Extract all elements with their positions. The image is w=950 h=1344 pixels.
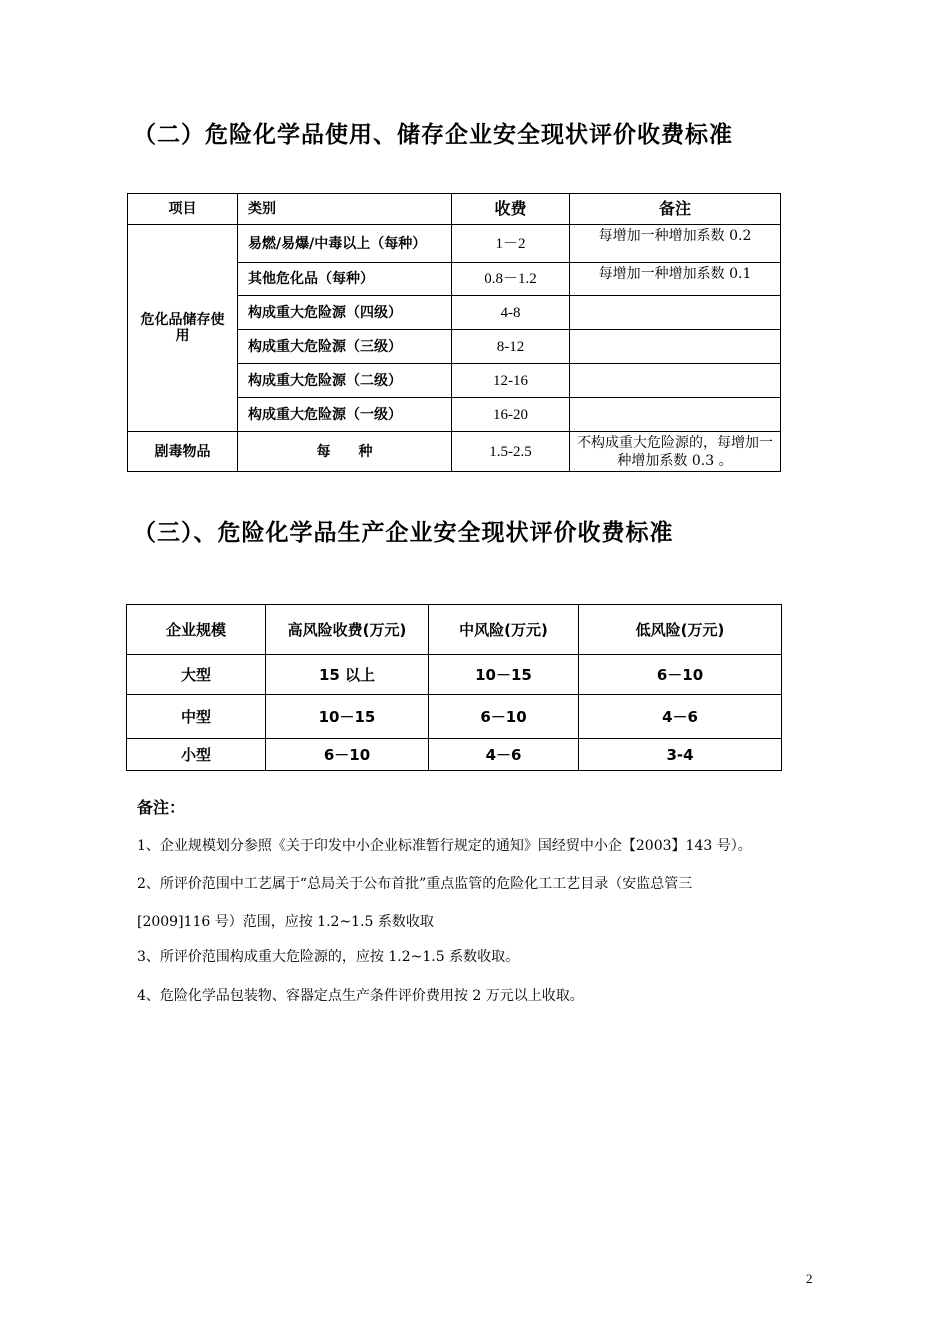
table-row bbox=[128, 432, 781, 472]
low-risk-cell: 3-4 bbox=[579, 739, 782, 771]
header-mid-risk: 中风险(万元) bbox=[429, 605, 579, 655]
category-cell: 构成重大危险源（二级） bbox=[238, 364, 452, 398]
low-risk-cell: 4－6 bbox=[579, 695, 782, 739]
mid-risk-cell: 4－6 bbox=[429, 739, 579, 771]
header-note: 备注 bbox=[570, 194, 781, 225]
toxic-note: 不构成重大危险源的，每增加一种增加系数 0.3 。 bbox=[570, 432, 781, 472]
section3-title: （三）、危险化学品生产企业安全现状评价收费标准 bbox=[133, 520, 674, 546]
table-row bbox=[127, 695, 782, 739]
note-cell bbox=[570, 330, 781, 364]
toxic-item: 剧毒物品 bbox=[128, 432, 238, 472]
header-item: 项目 bbox=[128, 194, 238, 225]
note-2-line-1: 2、所评价范围中工艺属于“总局关于公布首批”重点监管的危险化工工艺目录（安监总管三 bbox=[137, 876, 693, 892]
fee-cell: 8-12 bbox=[452, 330, 570, 364]
fee-cell: 0.8－1.2 bbox=[452, 263, 570, 296]
category-cell: 构成重大危险源（一级） bbox=[238, 398, 452, 432]
notes-heading: 备注： bbox=[137, 798, 186, 817]
header-low-risk: 低风险(万元) bbox=[579, 605, 782, 655]
category-cell: 其他危化品（每种） bbox=[238, 263, 452, 296]
category-cell: 易燃/易爆/中毒以上（每种） bbox=[238, 225, 452, 263]
fee-cell: 1－2 bbox=[452, 225, 570, 263]
header-scale: 企业规模 bbox=[127, 605, 266, 655]
table-header-row bbox=[127, 605, 782, 655]
high-risk-cell: 10－15 bbox=[266, 695, 429, 739]
scale-cell: 大型 bbox=[127, 655, 266, 695]
high-risk-cell: 6－10 bbox=[266, 739, 429, 771]
toxic-category: 每 种 bbox=[238, 432, 452, 472]
header-category: 类别 bbox=[238, 194, 452, 225]
page-number: 2 bbox=[806, 1271, 813, 1286]
note-2-line-2: [2009]116 号）范围，应按 1.2~1.5 系数收取 bbox=[137, 914, 434, 930]
note-4: 4、危险化学品包装物、容器定点生产条件评价费用按 2 万元以上收取。 bbox=[137, 988, 584, 1004]
scale-cell: 小型 bbox=[127, 739, 266, 771]
category-cell: 构成重大危险源（三级） bbox=[238, 330, 452, 364]
fee-cell: 12-16 bbox=[452, 364, 570, 398]
note-cell bbox=[570, 398, 781, 432]
header-high-risk: 高风险收费(万元) bbox=[266, 605, 429, 655]
note-3: 3、所评价范围构成重大危险源的，应按 1.2~1.5 系数收取。 bbox=[137, 949, 520, 965]
category-cell: 构成重大危险源（四级） bbox=[238, 296, 452, 330]
table-row bbox=[127, 655, 782, 695]
note-cell bbox=[570, 296, 781, 330]
toxic-fee: 1.5-2.5 bbox=[452, 432, 570, 472]
production-fee-table bbox=[126, 604, 782, 771]
high-risk-cell: 15 以上 bbox=[266, 655, 429, 695]
table-row bbox=[128, 225, 781, 263]
note-cell: 每增加一种增加系数 0.1 bbox=[570, 263, 781, 296]
note-cell bbox=[570, 364, 781, 398]
note-1: 1、企业规模划分参照《关于印发中小企业标准暂行规定的通知》国经贸中小企【2003】143 号）。 bbox=[137, 838, 752, 854]
table-row bbox=[127, 739, 782, 771]
scale-cell: 中型 bbox=[127, 695, 266, 739]
mid-risk-cell: 6－10 bbox=[429, 695, 579, 739]
header-fee: 收费 bbox=[452, 194, 570, 225]
note-cell: 每增加一种增加系数 0.2 bbox=[570, 225, 781, 263]
fee-cell: 4-8 bbox=[452, 296, 570, 330]
section2-title: （二）危险化学品使用、储存企业安全现状评价收费标准 bbox=[133, 122, 733, 148]
group-label: 危化品储存使用 bbox=[128, 225, 238, 432]
table-header-row bbox=[128, 194, 781, 225]
storage-fee-table bbox=[127, 193, 781, 472]
low-risk-cell: 6－10 bbox=[579, 655, 782, 695]
mid-risk-cell: 10－15 bbox=[429, 655, 579, 695]
fee-cell: 16-20 bbox=[452, 398, 570, 432]
